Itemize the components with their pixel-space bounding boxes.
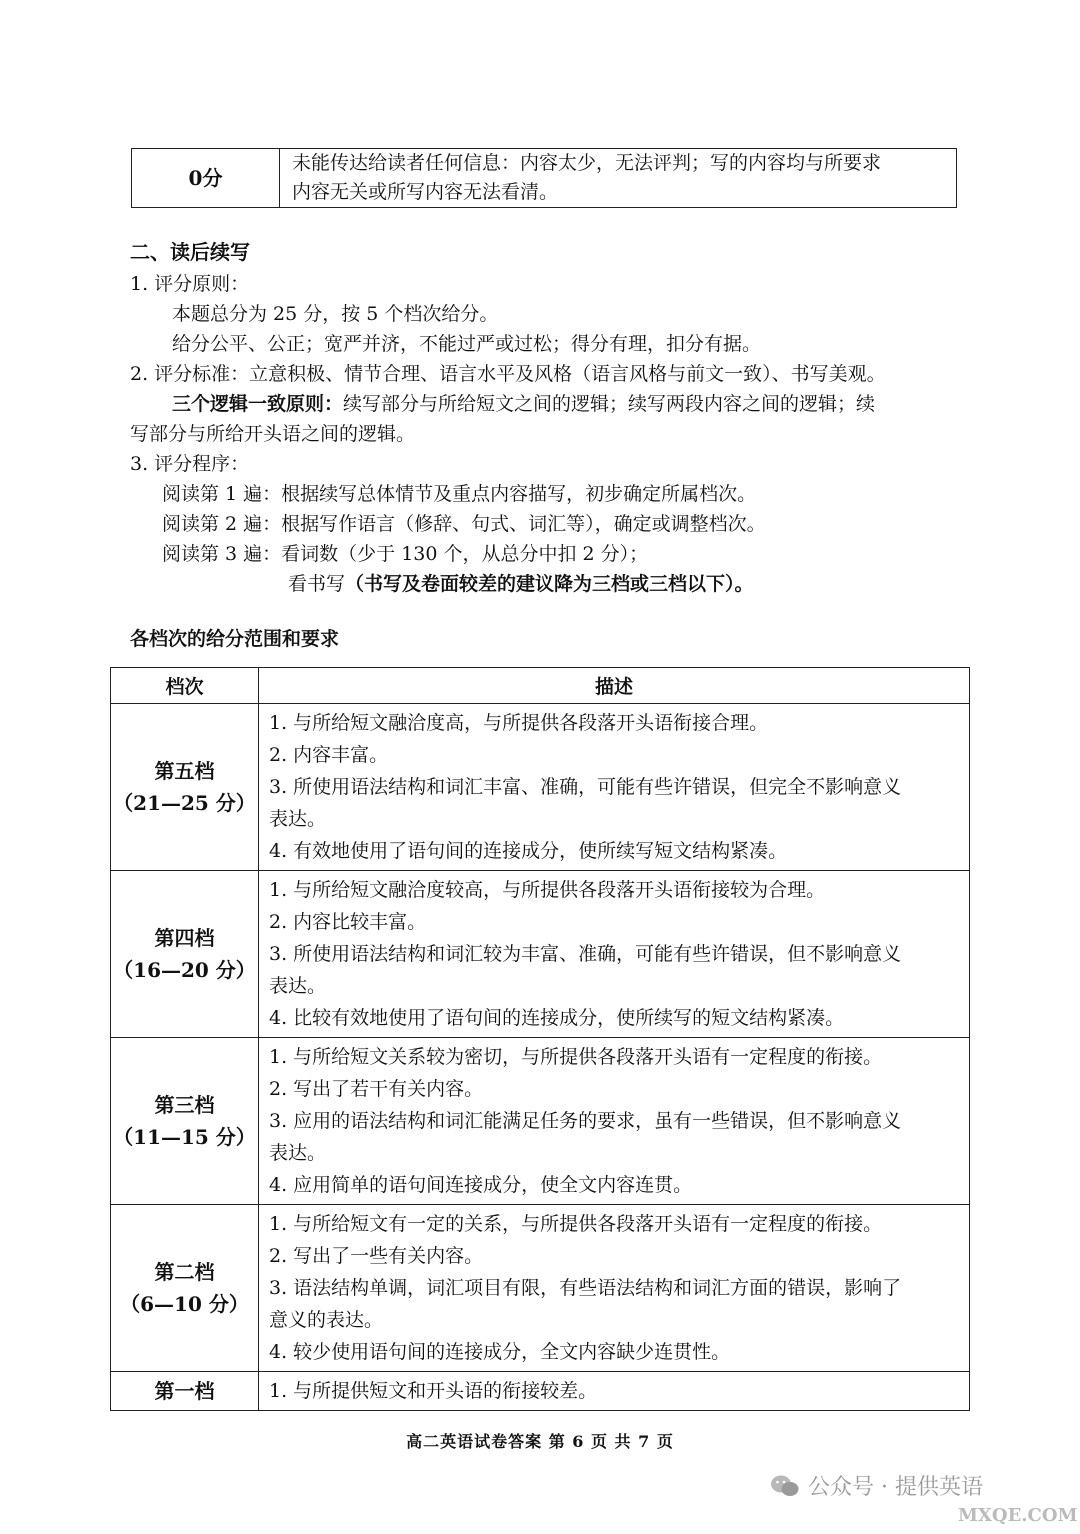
table-row <box>111 1038 970 1205</box>
desc-line: 4. 比较有效地使用了语句间的连接成分，使所续写的短文结构紧凑。 <box>269 1007 845 1029</box>
p2-rest: 续写部分与所给短文之间的逻辑；续写两段内容之间的逻辑；续 <box>343 393 876 415</box>
zero-score-label: 0分 <box>132 149 280 208</box>
table-row <box>111 1372 970 1411</box>
table-row <box>111 1205 970 1372</box>
desc-line: 1. 与所给短文融洽度较高，与所提供各段落开头语衔接较为合理。 <box>269 879 826 901</box>
level-name: 第四档 <box>154 926 215 950</box>
level-range: （6—10 分） <box>120 1292 249 1316</box>
desc-line: 2. 写出了若干有关内容。 <box>269 1078 484 1100</box>
p3-d-b: （书写及卷面较差的建议降为三档或三档以下）。 <box>345 573 754 595</box>
level-name: 第二档 <box>154 1260 215 1284</box>
desc-cell <box>259 1038 970 1205</box>
level-cell <box>111 1038 259 1205</box>
desc-line: 4. 应用简单的语句间连接成分，使全文内容连贯。 <box>269 1174 693 1196</box>
p2-head: 2. 评分标准：立意积极、情节合理、语言水平及风格（语言风格与前文一致）、书写美观。 <box>130 363 886 385</box>
level-range: （16—20 分） <box>113 958 256 982</box>
desc-line: 2. 内容丰富。 <box>269 744 389 766</box>
desc-line: 表达。 <box>269 1142 327 1164</box>
desc-line: 2. 内容比较丰富。 <box>269 911 427 933</box>
desc-line: 未能传达给读者任何信息：内容太少，无法评判；写的内容均与所要求 <box>292 152 882 174</box>
desc-line: 4. 较少使用语句间的连接成分，全文内容缺少连贯性。 <box>269 1341 731 1363</box>
desc-line: 3. 语法结构单调，词汇项目有限，有些语法结构和词汇方面的错误，影响了 <box>269 1277 902 1299</box>
wechat-icon <box>770 1473 800 1499</box>
watermark-site: MXQE.COM <box>958 1505 1078 1526</box>
level-cell <box>111 1205 259 1372</box>
header-desc: 描述 <box>259 668 970 704</box>
desc-line: 3. 所使用语法结构和词汇较为丰富、准确，可能有些许错误，但不影响意义 <box>269 943 902 965</box>
p1-head: 1. 评分原则： <box>130 273 250 295</box>
page-footer: 高二英语试卷答案 第 6 页 共 7 页 <box>406 1432 674 1451</box>
desc-cell <box>259 1205 970 1372</box>
desc-line: 1. 与所给短文关系较为密切，与所提供各段落开头语有一定程度的衔接。 <box>269 1046 883 1068</box>
section-title: 二、读后续写 <box>130 240 250 264</box>
p3-b: 阅读第 2 遍：根据写作语言（修辞、句式、词汇等），确定或调整档次。 <box>162 513 766 535</box>
p3-head: 3. 评分程序： <box>130 453 250 475</box>
watermark-account: 公众号 · 提供英语 <box>808 1475 983 1500</box>
p3-d <box>288 569 754 599</box>
table-row <box>111 871 970 1038</box>
desc-cell <box>259 1372 970 1411</box>
table-header <box>111 668 970 704</box>
desc-line: 表达。 <box>269 808 327 830</box>
desc-line: 3. 所使用语法结构和词汇丰富、准确，可能有些许错误，但完全不影响意义 <box>269 776 902 798</box>
p3-d-a: 看书写 <box>288 573 346 595</box>
watermark <box>770 1470 983 1501</box>
desc-line: 1. 与所提供短文和开头语的衔接较差。 <box>269 1380 598 1402</box>
desc-cell <box>259 704 970 871</box>
level-name: 第一档 <box>154 1379 215 1403</box>
level-name: 第五档 <box>154 759 215 783</box>
level-cell <box>111 1372 259 1411</box>
level-range: （21—25 分） <box>113 791 256 815</box>
desc-line: 内容无关或所写内容无法看清。 <box>292 181 559 203</box>
desc-cell <box>259 871 970 1038</box>
zero-score-desc <box>280 149 957 208</box>
zero-score-table <box>131 148 957 208</box>
desc-line: 意义的表达。 <box>269 1309 384 1331</box>
desc-line: 1. 与所给短文融洽度高，与所提供各段落开头语衔接合理。 <box>269 712 769 734</box>
p2-cont: 写部分与所给开头语之间的逻辑。 <box>130 423 416 445</box>
p2-bold: 三个逻辑一致原则： <box>172 393 344 415</box>
level-cell <box>111 704 259 871</box>
header-level: 档次 <box>111 668 259 704</box>
p1-a: 本题总分为 25 分，按 5 个档次给分。 <box>172 303 499 325</box>
p3-a: 阅读第 1 遍：根据续写总体情节及重点内容描写，初步确定所属档次。 <box>162 483 757 505</box>
p2-line <box>172 389 875 419</box>
level-range: （11—15 分） <box>113 1125 256 1149</box>
desc-line: 2. 写出了一些有关内容。 <box>269 1245 484 1267</box>
desc-line: 表达。 <box>269 975 327 997</box>
desc-line: 3. 应用的语法结构和词汇能满足任务的要求，虽有一些错误，但不影响意义 <box>269 1110 902 1132</box>
level-cell <box>111 871 259 1038</box>
grade-table <box>110 667 970 1411</box>
p3-c: 阅读第 3 遍：看词数（少于 130 个，从总分中扣 2 分）； <box>162 543 649 565</box>
level-name: 第三档 <box>154 1093 215 1117</box>
p1-b: 给分公平、公正；宽严并济，不能过严或过松；得分有理，扣分有据。 <box>172 333 762 355</box>
table-row <box>111 704 970 871</box>
desc-line: 4. 有效地使用了语句间的连接成分，使所续写短文结构紧凑。 <box>269 840 788 862</box>
table-caption: 各档次的给分范围和要求 <box>130 628 340 650</box>
desc-line: 1. 与所给短文有一定的关系，与所提供各段落开头语有一定程度的衔接。 <box>269 1213 883 1235</box>
